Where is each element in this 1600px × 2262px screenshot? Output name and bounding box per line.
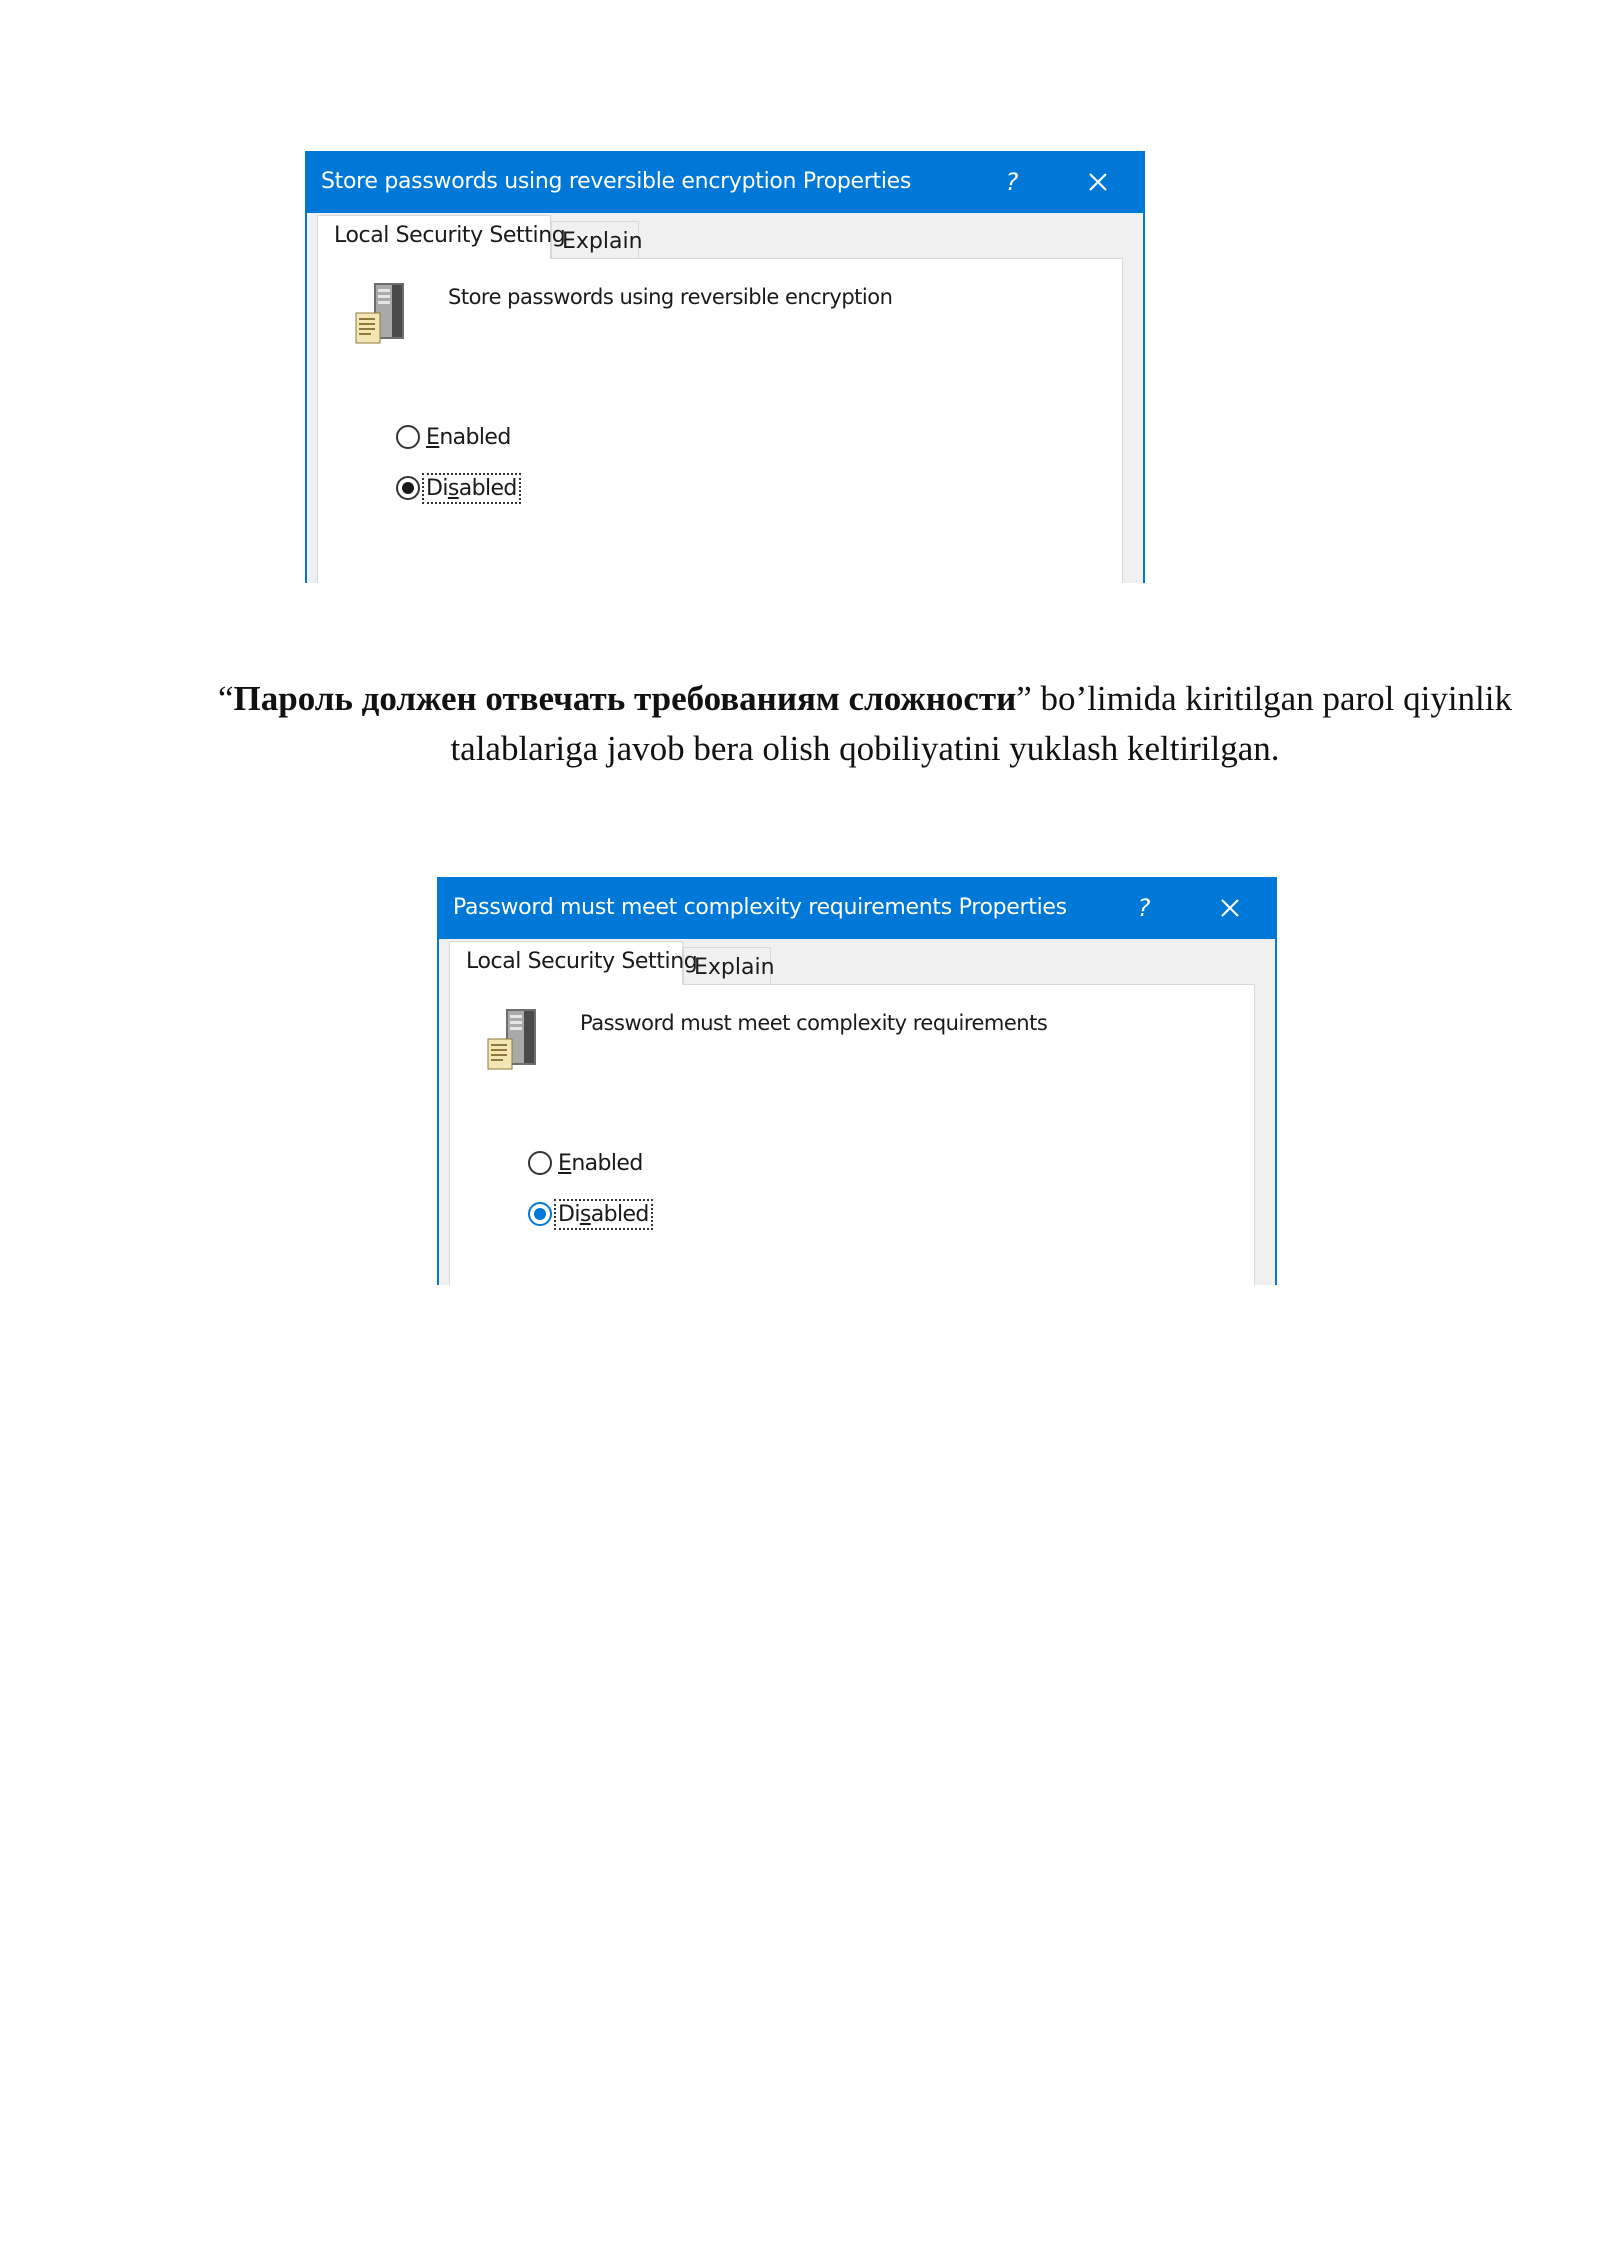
tab-strip xyxy=(307,213,1143,259)
disabled-radio[interactable] xyxy=(396,472,519,504)
dialog-titlebar xyxy=(437,877,1277,939)
enabled-label[interactable]: Enabled xyxy=(426,424,511,450)
disabled-radio[interactable] xyxy=(528,1198,651,1230)
enabled-radio[interactable] xyxy=(396,421,513,453)
close-icon xyxy=(1081,165,1115,199)
tab-explain[interactable]: Explain xyxy=(683,947,771,985)
close-button[interactable] xyxy=(1213,891,1247,925)
close-icon xyxy=(1213,891,1247,925)
disabled-label[interactable]: Disabled xyxy=(426,475,517,501)
close-button[interactable] xyxy=(1081,165,1115,199)
tab-explain[interactable]: Explain xyxy=(551,221,639,259)
help-button[interactable]: ? xyxy=(1137,894,1151,922)
enabled-label[interactable]: Enabled xyxy=(558,1150,643,1176)
tab-strip xyxy=(439,939,1275,985)
policy-name: Password must meet complexity requirements xyxy=(580,1011,1048,1035)
tab-local-security-setting[interactable]: Local Security Setting xyxy=(449,941,683,985)
dialog-title: Password must meet complexity requirements Properties xyxy=(453,895,1067,920)
enabled-radio-circle[interactable] xyxy=(528,1151,552,1175)
settings-panel xyxy=(449,984,1255,1285)
disabled-radio-circle[interactable] xyxy=(396,476,420,500)
properties-dialog-reversible-encryption xyxy=(305,151,1145,583)
caption-paragraph: “Пароль должен отвечать требованиям сложности” bo’limida kiritilgan parol qiyinlik talablariga javob bera olish qobiliyatini yuklash keltirilgan. xyxy=(217,679,1513,768)
caption-bold-phrase: Пароль должен отвечать требованиям сложности xyxy=(233,679,1017,718)
policy-name: Store passwords using reversible encryption xyxy=(448,285,893,309)
settings-panel xyxy=(317,258,1123,583)
dialog-titlebar xyxy=(305,151,1145,213)
disabled-label[interactable]: Disabled xyxy=(558,1201,649,1227)
enabled-radio[interactable] xyxy=(528,1147,645,1179)
server-policy-icon xyxy=(480,1005,546,1073)
disabled-radio-circle[interactable] xyxy=(528,1202,552,1226)
tab-local-security-setting[interactable]: Local Security Setting xyxy=(317,215,551,259)
help-button[interactable]: ? xyxy=(1005,168,1019,196)
dialog-title: Store passwords using reversible encryption Properties xyxy=(321,169,912,194)
server-policy-icon xyxy=(348,279,414,347)
properties-dialog-complexity xyxy=(437,877,1277,1285)
caption-text: ” bo’limida kiritilgan parol qiyinlik talablariga javob bera olish qobiliyatini yuklash keltirilgan. xyxy=(450,679,1513,768)
enabled-radio-circle[interactable] xyxy=(396,425,420,449)
